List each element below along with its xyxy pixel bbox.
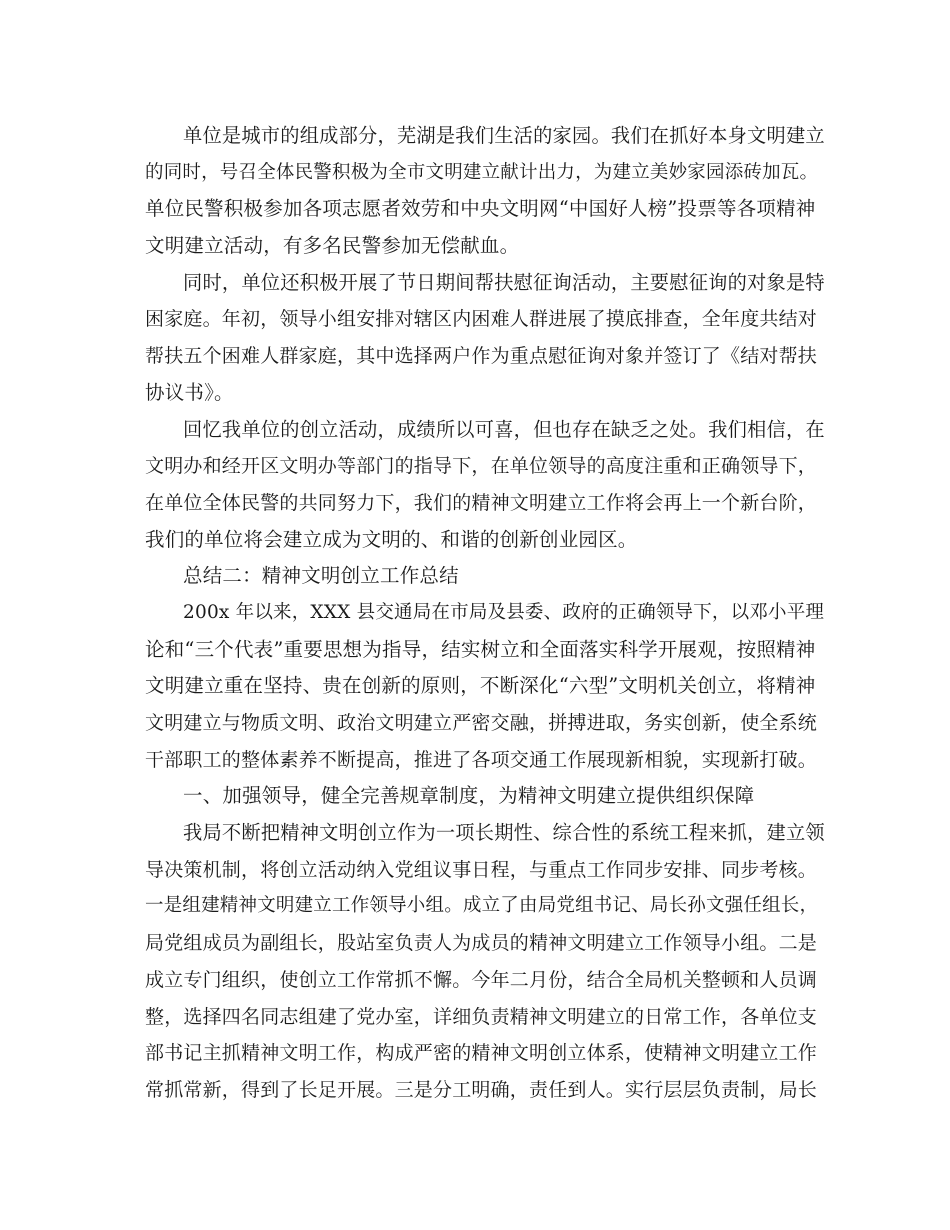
text-line: 单位民警积极参加各项志愿者效劳和中央文明网“中国好人榜”投票等各项精神 [145,197,816,221]
text-line: 部书记主抓精神文明工作，构成严密的精神文明创立体系，使精神文明建立工作 [145,1042,818,1065]
text-line: 200x 年以来，XXX 县交通局在市局及县委、政府的正确领导下，以邓小平理 [183,601,825,623]
text-line: 导决策机制，将创立活动纳入党组议事日程，与重点工作同步安排、同步考核。 [145,858,818,881]
text-line: 回忆我单位的创立活动，成绩所以可喜，但也存在缺乏之处。我们相信，在 [183,417,825,441]
text-line: 同时，单位还积极开展了节日期间帮扶慰征询活动，主要慰征询的对象是特 [183,270,825,294]
text-line: 文明建立活动，有多名民警参加无偿献血。 [145,234,520,258]
text-line: 困家庭。年初，领导小组安排对辖区内困难人群进展了摸底排查，全年度共结对 [145,308,818,331]
text-line: 局党组成员为副组长，股站室负责人为成员的精神文明建立工作领导小组。二是 [145,932,818,955]
text-line: 总结二：精神文明创立工作总结 [183,564,459,588]
text-line: 我局不断把精神文明创立作为一项长期性、综合性的系统工程来抓，建立领 [183,821,825,845]
text-line: 常抓常新，得到了长足开展。三是分工明确，责任到人。实行层层负责制，局长 [145,1078,818,1101]
text-line: 协议书》。 [145,380,234,404]
text-line: 的同时，号召全体民警积极为全市文明建立献计出力，为建立美妙家园添砖加瓦。 [145,161,819,183]
text-line: 成立专门组织，使创立工作常抓不懈。今年二月份，结合全局机关整顿和人员调 [145,968,818,991]
text-line: 帮扶五个困难人群家庭，其中选择两户作为重点慰征询对象并签订了《结对帮扶 [145,345,818,368]
text-line: 一是组建精神文明建立工作领导小组。成立了由局党组书记、局长孙文强任组长， [145,895,819,917]
text-line: 文明建立重在坚持、贵在创新的原则，不断深化“六型”文明机关创立，将精神 [145,674,816,698]
text-line: 单位是城市的组成部分，芜湖是我们生活的家园。我们在抓好本身文明建立 [183,124,825,147]
text-line: 文明建立与物质文明、政治文明建立严密交融，拼搏进取，务实创新，使全系统 [145,712,818,734]
text-line: 整，选择四名同志组建了党办室，详细负责精神文明建立的日常工作，各单位支 [145,1005,818,1028]
text-line: 在单位全体民警的共同努力下，我们的精神文明建立工作将会再上一个新台阶， [145,491,818,514]
text-line: 一、加强领导，健全完善规章制度，为精神文明建立提供组织保障 [183,784,755,808]
text-line: 我们的单位将会建立成为文明的、和谐的创新创业园区。 [145,527,638,551]
document-body [145,118,825,1109]
text-line: 论和“三个代表”重要思想为指导，结实树立和全面落实科学开展观，按照精神 [145,637,816,661]
text-line: 文明办和经开区文明办等部门的指导下，在单位领导的高度注重和正确领导下， [145,455,818,478]
text-line: 干部职工的整体素养不断提高，推进了各项交通工作展现新相貌，实现新打破。 [145,748,818,771]
